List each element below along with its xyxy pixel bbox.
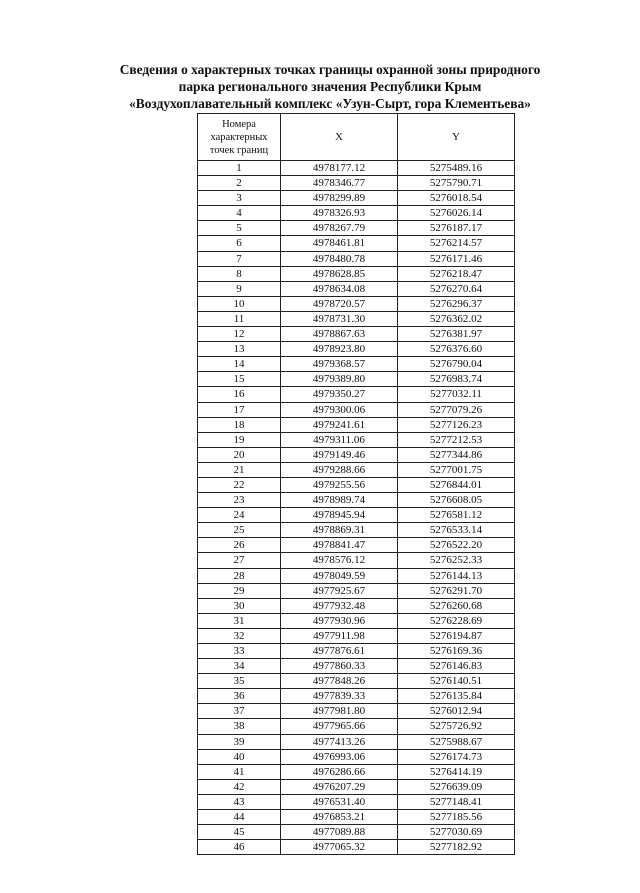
y-coordinate-cell: 5277079.26 bbox=[398, 402, 515, 417]
y-coordinate-cell: 5276381.97 bbox=[398, 327, 515, 342]
table-row bbox=[198, 477, 515, 492]
table-row bbox=[198, 462, 515, 477]
x-coordinate-cell: 4978720.57 bbox=[281, 296, 398, 311]
x-coordinate-cell: 4977860.33 bbox=[281, 659, 398, 674]
y-coordinate-cell: 5277148.41 bbox=[398, 794, 515, 809]
table-row bbox=[198, 432, 515, 447]
x-coordinate-cell: 4976207.29 bbox=[281, 779, 398, 794]
x-coordinate-cell: 4977065.32 bbox=[281, 840, 398, 855]
point-number-cell: 11 bbox=[198, 311, 281, 326]
point-number-cell: 35 bbox=[198, 674, 281, 689]
header-y: Y bbox=[398, 114, 515, 161]
table-row bbox=[198, 447, 515, 462]
x-coordinate-cell: 4978628.85 bbox=[281, 266, 398, 281]
y-coordinate-cell: 5276639.09 bbox=[398, 779, 515, 794]
x-coordinate-cell: 4976531.40 bbox=[281, 794, 398, 809]
table-row bbox=[198, 644, 515, 659]
y-coordinate-cell: 5276296.37 bbox=[398, 296, 515, 311]
y-coordinate-cell: 5276291.70 bbox=[398, 583, 515, 598]
table-row bbox=[198, 296, 515, 311]
y-coordinate-cell: 5276522.20 bbox=[398, 538, 515, 553]
x-coordinate-cell: 4977911.98 bbox=[281, 628, 398, 643]
point-number-cell: 14 bbox=[198, 357, 281, 372]
x-coordinate-cell: 4978841.47 bbox=[281, 538, 398, 553]
x-coordinate-cell: 4978576.12 bbox=[281, 553, 398, 568]
y-coordinate-cell: 5275726.92 bbox=[398, 719, 515, 734]
table-row bbox=[198, 221, 515, 236]
x-coordinate-cell: 4978049.59 bbox=[281, 568, 398, 583]
y-coordinate-cell: 5276214.57 bbox=[398, 236, 515, 251]
y-coordinate-cell: 5276140.51 bbox=[398, 674, 515, 689]
point-number-cell: 26 bbox=[198, 538, 281, 553]
y-coordinate-cell: 5275489.16 bbox=[398, 161, 515, 176]
x-coordinate-cell: 4978346.77 bbox=[281, 176, 398, 191]
point-number-cell: 21 bbox=[198, 462, 281, 477]
x-coordinate-cell: 4978326.93 bbox=[281, 206, 398, 221]
x-coordinate-cell: 4978177.12 bbox=[281, 161, 398, 176]
table-row bbox=[198, 674, 515, 689]
point-number-cell: 2 bbox=[198, 176, 281, 191]
point-number-cell: 9 bbox=[198, 281, 281, 296]
y-coordinate-cell: 5276144.13 bbox=[398, 568, 515, 583]
point-number-cell: 7 bbox=[198, 251, 281, 266]
y-coordinate-cell: 5276174.73 bbox=[398, 749, 515, 764]
point-number-cell: 39 bbox=[198, 734, 281, 749]
y-coordinate-cell: 5276187.17 bbox=[398, 221, 515, 236]
y-coordinate-cell: 5277030.69 bbox=[398, 825, 515, 840]
x-coordinate-cell: 4977930.96 bbox=[281, 613, 398, 628]
x-coordinate-cell: 4977839.33 bbox=[281, 689, 398, 704]
point-number-cell: 12 bbox=[198, 327, 281, 342]
point-number-cell: 22 bbox=[198, 477, 281, 492]
table-row bbox=[198, 538, 515, 553]
point-number-cell: 1 bbox=[198, 161, 281, 176]
y-coordinate-cell: 5277182.92 bbox=[398, 840, 515, 855]
point-number-cell: 36 bbox=[198, 689, 281, 704]
table-row bbox=[198, 236, 515, 251]
x-coordinate-cell: 4977925.67 bbox=[281, 583, 398, 598]
x-coordinate-cell: 4977848.26 bbox=[281, 674, 398, 689]
table-row bbox=[198, 191, 515, 206]
y-coordinate-cell: 5277185.56 bbox=[398, 810, 515, 825]
y-coordinate-cell: 5276790.04 bbox=[398, 357, 515, 372]
table-row bbox=[198, 311, 515, 326]
point-number-cell: 40 bbox=[198, 749, 281, 764]
x-coordinate-cell: 4978869.31 bbox=[281, 523, 398, 538]
table-row bbox=[198, 613, 515, 628]
table-row bbox=[198, 719, 515, 734]
table-row bbox=[198, 281, 515, 296]
x-coordinate-cell: 4978461.81 bbox=[281, 236, 398, 251]
point-number-cell: 24 bbox=[198, 508, 281, 523]
table-row bbox=[198, 523, 515, 538]
x-coordinate-cell: 4977089.88 bbox=[281, 825, 398, 840]
boundary-points-table bbox=[197, 113, 515, 855]
point-number-cell: 42 bbox=[198, 779, 281, 794]
y-coordinate-cell: 5276844.01 bbox=[398, 477, 515, 492]
point-number-cell: 5 bbox=[198, 221, 281, 236]
y-coordinate-cell: 5276252.33 bbox=[398, 553, 515, 568]
x-coordinate-cell: 4978731.30 bbox=[281, 311, 398, 326]
x-coordinate-cell: 4978945.94 bbox=[281, 508, 398, 523]
table-row bbox=[198, 387, 515, 402]
table-row bbox=[198, 357, 515, 372]
table-row bbox=[198, 266, 515, 281]
point-number-cell: 44 bbox=[198, 810, 281, 825]
y-coordinate-cell: 5276983.74 bbox=[398, 372, 515, 387]
point-number-cell: 10 bbox=[198, 296, 281, 311]
x-coordinate-cell: 4979288.66 bbox=[281, 462, 398, 477]
title-line-3: «Воздухоплавательный комплекс «Узун-Сырт, гора Клементьева» bbox=[129, 95, 531, 111]
point-number-cell: 34 bbox=[198, 659, 281, 674]
x-coordinate-cell: 4978923.80 bbox=[281, 342, 398, 357]
table-row bbox=[198, 598, 515, 613]
table-row bbox=[198, 206, 515, 221]
header-point-number: Номера характерных точек границ bbox=[198, 114, 281, 161]
y-coordinate-cell: 5276135.84 bbox=[398, 689, 515, 704]
x-coordinate-cell: 4976853.21 bbox=[281, 810, 398, 825]
point-number-cell: 29 bbox=[198, 583, 281, 598]
y-coordinate-cell: 5276026.14 bbox=[398, 206, 515, 221]
table-row bbox=[198, 176, 515, 191]
point-number-cell: 18 bbox=[198, 417, 281, 432]
x-coordinate-cell: 4979311.06 bbox=[281, 432, 398, 447]
table-row bbox=[198, 749, 515, 764]
table-row bbox=[198, 794, 515, 809]
table-row bbox=[198, 161, 515, 176]
y-coordinate-cell: 5276362.02 bbox=[398, 311, 515, 326]
point-number-cell: 30 bbox=[198, 598, 281, 613]
y-coordinate-cell: 5276260.68 bbox=[398, 598, 515, 613]
y-coordinate-cell: 5276012.94 bbox=[398, 704, 515, 719]
point-number-cell: 41 bbox=[198, 764, 281, 779]
title-line-2: парка регионального значения Республики Крым bbox=[178, 78, 482, 94]
point-number-cell: 6 bbox=[198, 236, 281, 251]
x-coordinate-cell: 4979241.61 bbox=[281, 417, 398, 432]
point-number-cell: 16 bbox=[198, 387, 281, 402]
y-coordinate-cell: 5277032.11 bbox=[398, 387, 515, 402]
y-coordinate-cell: 5277126.23 bbox=[398, 417, 515, 432]
y-coordinate-cell: 5276218.47 bbox=[398, 266, 515, 281]
point-number-cell: 46 bbox=[198, 840, 281, 855]
table-row bbox=[198, 251, 515, 266]
point-number-cell: 45 bbox=[198, 825, 281, 840]
point-number-cell: 43 bbox=[198, 794, 281, 809]
point-number-cell: 17 bbox=[198, 402, 281, 417]
y-coordinate-cell: 5276270.64 bbox=[398, 281, 515, 296]
point-number-cell: 32 bbox=[198, 628, 281, 643]
x-coordinate-cell: 4979350.27 bbox=[281, 387, 398, 402]
table-header-row bbox=[198, 114, 515, 161]
table-row bbox=[198, 704, 515, 719]
point-number-cell: 28 bbox=[198, 568, 281, 583]
point-number-cell: 3 bbox=[198, 191, 281, 206]
table-row bbox=[198, 810, 515, 825]
x-coordinate-cell: 4979368.57 bbox=[281, 357, 398, 372]
y-coordinate-cell: 5276581.12 bbox=[398, 508, 515, 523]
table-row bbox=[198, 734, 515, 749]
y-coordinate-cell: 5276169.36 bbox=[398, 644, 515, 659]
table-row bbox=[198, 493, 515, 508]
table-row bbox=[198, 417, 515, 432]
x-coordinate-cell: 4979389.80 bbox=[281, 372, 398, 387]
y-coordinate-cell: 5276414.19 bbox=[398, 764, 515, 779]
x-coordinate-cell: 4979149.46 bbox=[281, 447, 398, 462]
point-number-cell: 23 bbox=[198, 493, 281, 508]
y-coordinate-cell: 5276171.46 bbox=[398, 251, 515, 266]
y-coordinate-cell: 5277344.86 bbox=[398, 447, 515, 462]
document-title bbox=[60, 62, 600, 112]
point-number-cell: 20 bbox=[198, 447, 281, 462]
y-coordinate-cell: 5276533.14 bbox=[398, 523, 515, 538]
point-number-cell: 33 bbox=[198, 644, 281, 659]
x-coordinate-cell: 4978867.63 bbox=[281, 327, 398, 342]
table-row bbox=[198, 508, 515, 523]
table-row bbox=[198, 342, 515, 357]
x-coordinate-cell: 4977981.80 bbox=[281, 704, 398, 719]
table-row bbox=[198, 568, 515, 583]
table-row bbox=[198, 327, 515, 342]
table-row bbox=[198, 402, 515, 417]
x-coordinate-cell: 4978267.79 bbox=[281, 221, 398, 236]
table-row bbox=[198, 764, 515, 779]
table-row bbox=[198, 689, 515, 704]
x-coordinate-cell: 4978989.74 bbox=[281, 493, 398, 508]
y-coordinate-cell: 5276228.69 bbox=[398, 613, 515, 628]
point-number-cell: 31 bbox=[198, 613, 281, 628]
table-row bbox=[198, 372, 515, 387]
table-row bbox=[198, 659, 515, 674]
x-coordinate-cell: 4977965.66 bbox=[281, 719, 398, 734]
point-number-cell: 19 bbox=[198, 432, 281, 447]
y-coordinate-cell: 5275790.71 bbox=[398, 176, 515, 191]
table-row bbox=[198, 628, 515, 643]
table-row bbox=[198, 825, 515, 840]
y-coordinate-cell: 5276608.05 bbox=[398, 493, 515, 508]
x-coordinate-cell: 4977876.61 bbox=[281, 644, 398, 659]
y-coordinate-cell: 5276194.87 bbox=[398, 628, 515, 643]
y-coordinate-cell: 5276376.60 bbox=[398, 342, 515, 357]
x-coordinate-cell: 4978480.78 bbox=[281, 251, 398, 266]
point-number-cell: 38 bbox=[198, 719, 281, 734]
x-coordinate-cell: 4976286.66 bbox=[281, 764, 398, 779]
y-coordinate-cell: 5275988.67 bbox=[398, 734, 515, 749]
table-row bbox=[198, 840, 515, 855]
x-coordinate-cell: 4976993.06 bbox=[281, 749, 398, 764]
y-coordinate-cell: 5276146.83 bbox=[398, 659, 515, 674]
table-row bbox=[198, 583, 515, 598]
point-number-cell: 4 bbox=[198, 206, 281, 221]
point-number-cell: 37 bbox=[198, 704, 281, 719]
x-coordinate-cell: 4979255.56 bbox=[281, 477, 398, 492]
title-line-1: Сведения о характерных точках границы охранной зоны природного bbox=[119, 62, 541, 77]
point-number-cell: 25 bbox=[198, 523, 281, 538]
point-number-cell: 13 bbox=[198, 342, 281, 357]
x-coordinate-cell: 4978299.89 bbox=[281, 191, 398, 206]
point-number-cell: 15 bbox=[198, 372, 281, 387]
point-number-cell: 8 bbox=[198, 266, 281, 281]
header-x: X bbox=[281, 114, 398, 161]
y-coordinate-cell: 5277212.53 bbox=[398, 432, 515, 447]
point-number-cell: 27 bbox=[198, 553, 281, 568]
table-row bbox=[198, 553, 515, 568]
x-coordinate-cell: 4978634.08 bbox=[281, 281, 398, 296]
x-coordinate-cell: 4979300.06 bbox=[281, 402, 398, 417]
y-coordinate-cell: 5276018.54 bbox=[398, 191, 515, 206]
y-coordinate-cell: 5277001.75 bbox=[398, 462, 515, 477]
table-row bbox=[198, 779, 515, 794]
x-coordinate-cell: 4977413.26 bbox=[281, 734, 398, 749]
x-coordinate-cell: 4977932.48 bbox=[281, 598, 398, 613]
